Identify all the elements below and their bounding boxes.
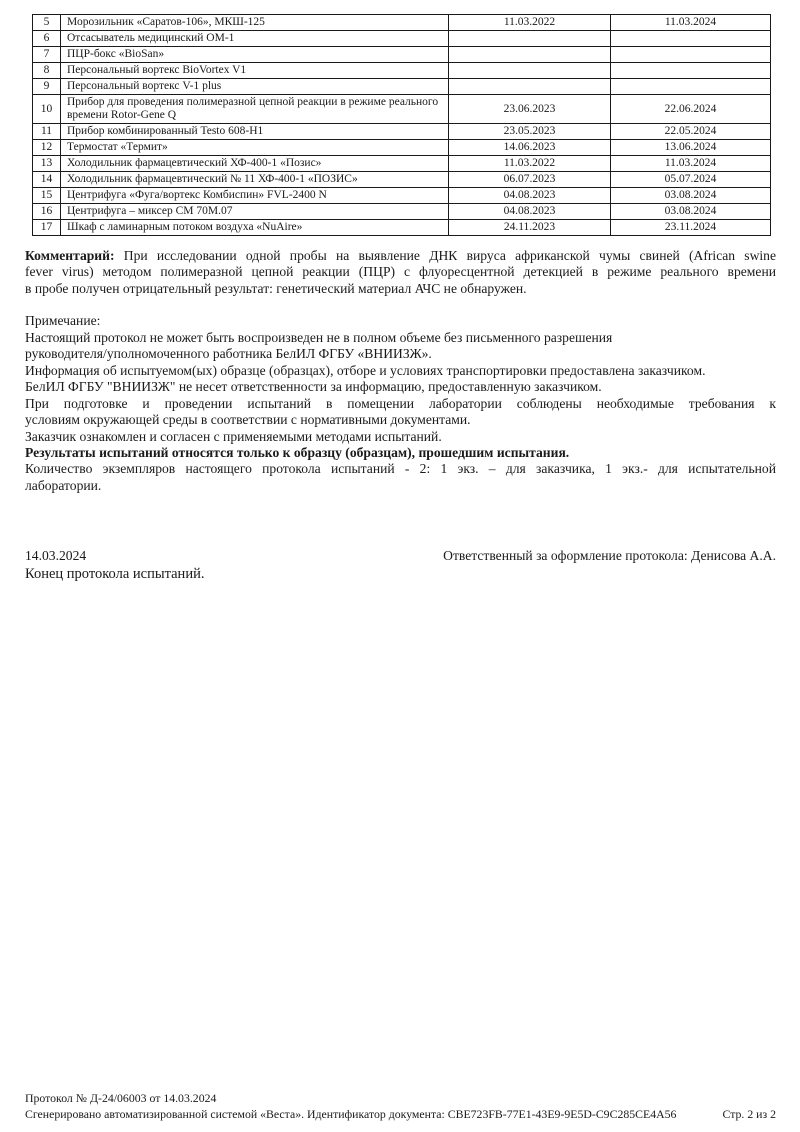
note-line: Настоящий протокол не может быть воспроизведен не в полном объеме без письменного разрешения	[25, 329, 613, 345]
cell-row-number: 6	[33, 31, 61, 47]
cell-valid-until-date: 13.06.2024	[611, 140, 771, 156]
cell-equipment-name: Прибор комбинированный Testo 608-H1	[61, 124, 449, 140]
cell-row-number: 17	[33, 220, 61, 236]
table-row	[33, 156, 771, 172]
cell-row-number: 8	[33, 63, 61, 79]
table-row	[33, 172, 771, 188]
cell-verification-date: 23.06.2023	[449, 95, 611, 124]
note-line: Информация об испытуемом(ых) образце (образцах), отборе и условиях транспортировки предоставлена заказчиком.	[25, 362, 706, 378]
cell-valid-until-date: 22.05.2024	[611, 124, 771, 140]
cell-equipment-name: Персональный вортекс V-1 plus	[61, 79, 449, 95]
cell-row-number: 13	[33, 156, 61, 172]
comment-line: fever virus) методом полимеразной цепной реакции (ПЦР) с флуоресцентной детекцией в режиме реального времени	[25, 264, 776, 280]
note-line: руководителя/уполномоченного работника БелИЛ ФГБУ «ВНИИЗЖ».	[25, 346, 432, 362]
page-number: Стр. 2 из 2	[722, 1107, 776, 1121]
cell-valid-until-date: 11.03.2024	[611, 156, 771, 172]
cell-equipment-name: Прибор для проведения полимеразной цепной реакции в режиме реального времени Rotor-Gene Q	[61, 95, 449, 124]
cell-equipment-name: ПЦР-бокс «BioSan»	[61, 47, 449, 63]
table-row	[33, 47, 771, 63]
cell-verification-date	[449, 47, 611, 63]
end-of-protocol: Конец протокола испытаний.	[25, 566, 205, 583]
cell-verification-date	[449, 79, 611, 95]
cell-verification-date: 11.03.2022	[449, 15, 611, 31]
cell-equipment-name: Персональный вортекс BioVortex V1	[61, 63, 449, 79]
comment-line	[25, 248, 776, 264]
protocol-date: 14.03.2024	[25, 548, 87, 564]
signature-row	[25, 547, 776, 564]
cell-row-number: 12	[33, 140, 61, 156]
note-line: Результаты испытаний относятся только к образцу (образцам), прошедшим испытания.	[25, 444, 570, 460]
note-line: При подготовке и проведении испытаний в помещении лаборатории соблюдены необходимые требования к	[25, 395, 776, 411]
comment-paragraph	[25, 248, 776, 297]
cell-equipment-name: Морозильник «Саратов-106», МКШ-125	[61, 15, 449, 31]
responsible-person: Ответственный за оформление протокола: Денисова А.А.	[443, 548, 776, 564]
table-row	[33, 204, 771, 220]
cell-valid-until-date	[611, 63, 771, 79]
table-row	[33, 220, 771, 236]
cell-verification-date: 04.08.2023	[449, 188, 611, 204]
cell-equipment-name: Термостат «Термит»	[61, 140, 449, 156]
cell-equipment-name: Центрифуга «Фуга/вортекс Комбиспин» FVL-2400 N	[61, 188, 449, 204]
cell-valid-until-date	[611, 31, 771, 47]
note-line: Заказчик ознакомлен и согласен с применяемыми методами испытаний.	[25, 428, 442, 444]
cell-verification-date: 11.03.2022	[449, 156, 611, 172]
cell-equipment-name: Отсасыватель медицинский ОМ-1	[61, 31, 449, 47]
table-row	[33, 79, 771, 95]
cell-verification-date: 23.05.2023	[449, 124, 611, 140]
cell-row-number: 15	[33, 188, 61, 204]
cell-valid-until-date	[611, 47, 771, 63]
cell-verification-date: 06.07.2023	[449, 172, 611, 188]
table-row	[33, 15, 771, 31]
cell-valid-until-date: 03.08.2024	[611, 188, 771, 204]
cell-row-number: 11	[33, 124, 61, 140]
table-row	[33, 124, 771, 140]
cell-verification-date: 04.08.2023	[449, 204, 611, 220]
cell-valid-until-date: 23.11.2024	[611, 220, 771, 236]
note-line: лаборатории.	[25, 477, 102, 493]
cell-row-number: 7	[33, 47, 61, 63]
cell-valid-until-date: 03.08.2024	[611, 204, 771, 220]
note-label: Примечание:	[25, 313, 101, 329]
table-row	[33, 31, 771, 47]
note-section	[25, 313, 776, 494]
comment-text: При исследовании одной пробы на выявление ДНК вируса африканской чумы свиней (African swine	[123, 248, 777, 263]
cell-valid-until-date: 05.07.2024	[611, 172, 771, 188]
cell-valid-until-date: 22.06.2024	[611, 95, 771, 124]
footer-row	[25, 1106, 776, 1122]
table-row	[33, 188, 771, 204]
cell-valid-until-date	[611, 79, 771, 95]
footer-generated-by: Сгенерировано автоматизированной системой «Веста». Идентификатор документа: CBE723FB-77E1-43E9-9E5D-C9C285CE4A56	[25, 1107, 677, 1121]
footer-protocol-number: Протокол № Д-24/06003 от 14.03.2024	[25, 1091, 217, 1105]
cell-verification-date: 24.11.2023	[449, 220, 611, 236]
cell-row-number: 9	[33, 79, 61, 95]
cell-equipment-name: Шкаф с ламинарным потоком воздуха «NuAire»	[61, 220, 449, 236]
equipment-table	[32, 14, 771, 236]
cell-row-number: 16	[33, 204, 61, 220]
table-row	[33, 95, 771, 124]
comment-label: Комментарий:	[25, 248, 115, 263]
table-row	[33, 140, 771, 156]
cell-row-number: 10	[33, 95, 61, 124]
cell-row-number: 14	[33, 172, 61, 188]
table-row	[33, 63, 771, 79]
cell-equipment-name: Центрифуга – миксер СМ 70М.07	[61, 204, 449, 220]
note-line: БелИЛ ФГБУ "ВНИИЗЖ" не несет ответственности за информацию, предоставленную заказчиком.	[25, 379, 602, 395]
cell-valid-until-date: 11.03.2024	[611, 15, 771, 31]
cell-equipment-name: Холодильник фармацевтический № 11 ХФ-400-1 «ПОЗИС»	[61, 172, 449, 188]
cell-verification-date	[449, 63, 611, 79]
note-lines	[25, 330, 776, 495]
cell-equipment-name: Холодильник фармацевтический ХФ-400-1 «Позис»	[61, 156, 449, 172]
equipment-table-body	[33, 15, 771, 236]
comment-line: в пробе получен отрицательный результат: генетический материал АЧС не обнаружен.	[25, 280, 527, 296]
note-line: условиям окружающей среды в соответствии с нормативными документами.	[25, 412, 471, 428]
note-line: Количество экземпляров настоящего протокола испытаний - 2: 1 экз. – для заказчика, 1 экз.- для испытательной	[25, 461, 776, 477]
cell-verification-date	[449, 31, 611, 47]
cell-verification-date: 14.06.2023	[449, 140, 611, 156]
page-footer	[25, 1090, 776, 1122]
cell-row-number: 5	[33, 15, 61, 31]
